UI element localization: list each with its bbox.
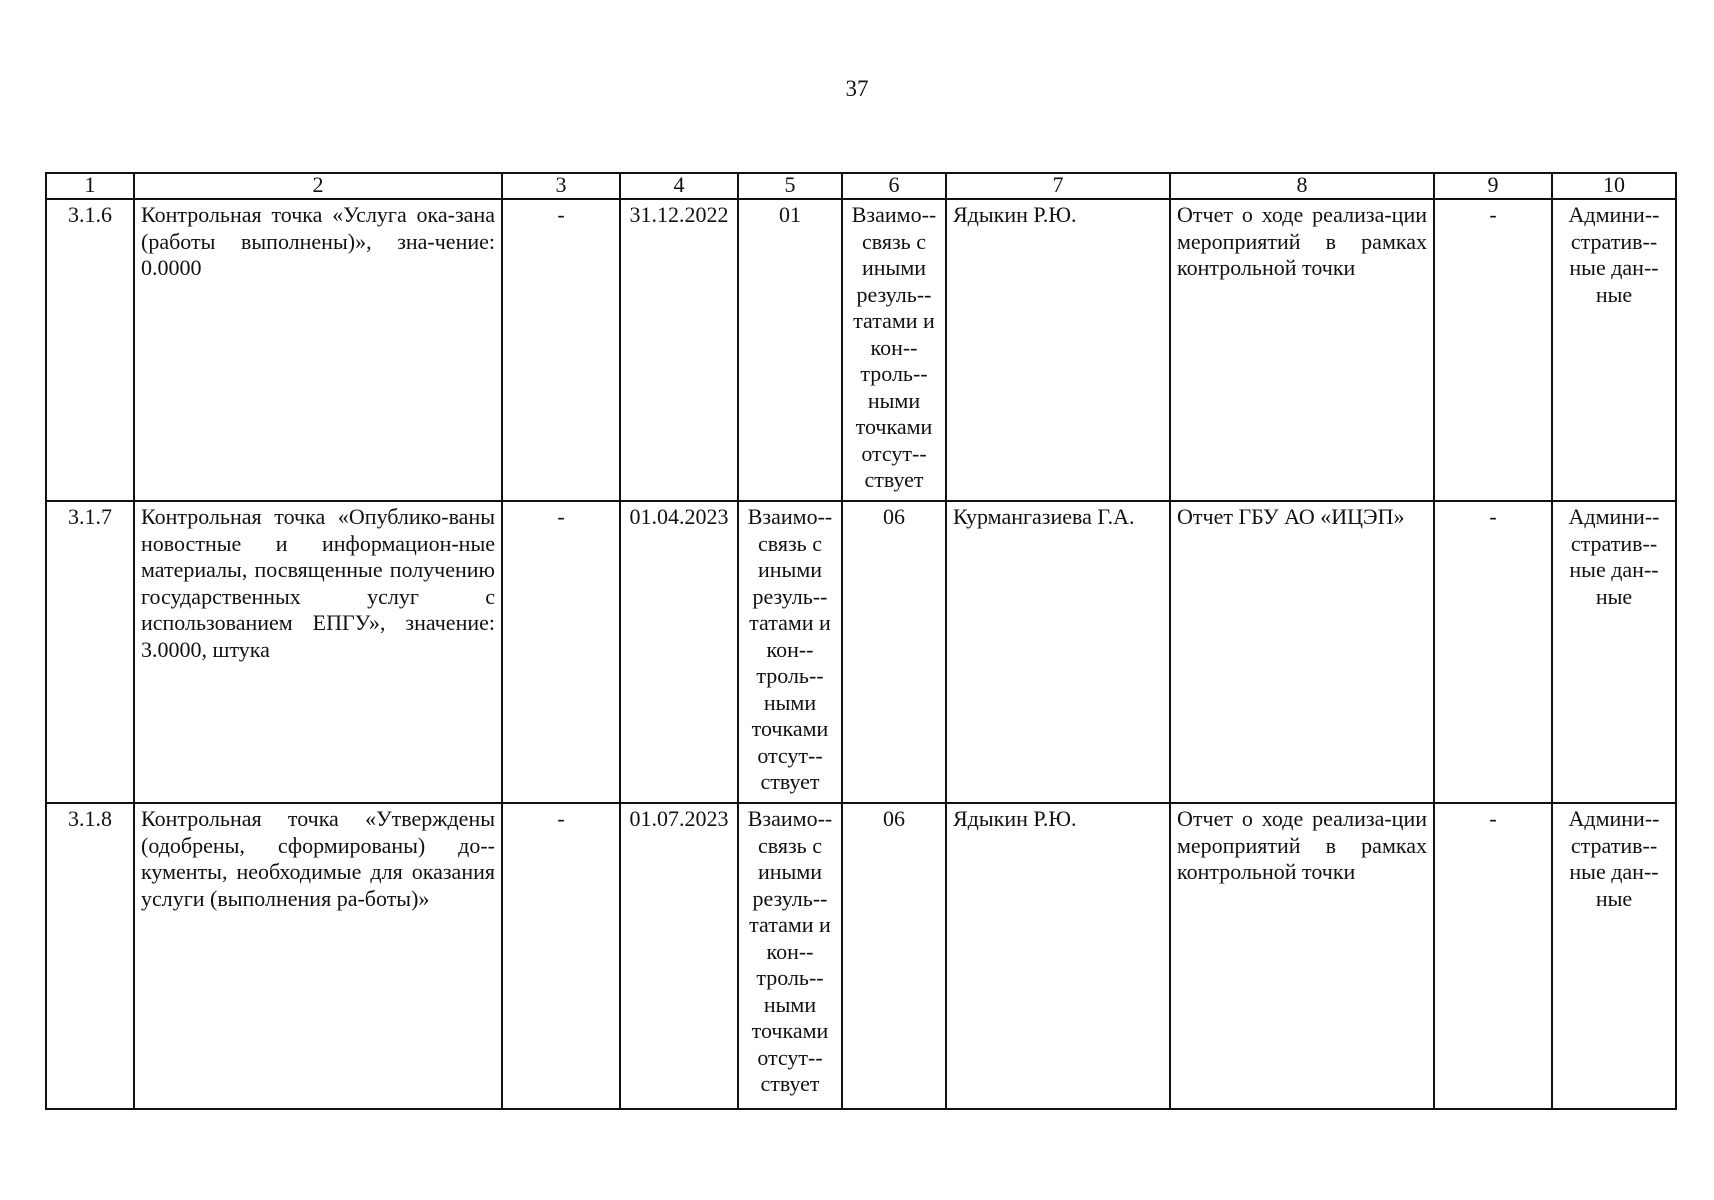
row-number: 3.1.7	[46, 501, 134, 803]
confirming-document: Отчет о ходе реализа-ции мероприятий в рамках контрольной точки	[1170, 803, 1434, 1109]
due-date: 31.12.2022	[620, 199, 738, 501]
due-date: 01.04.2023	[620, 501, 738, 803]
column-number: 4	[620, 173, 738, 199]
row-number: 3.1.8	[46, 803, 134, 1109]
column-number: 1	[46, 173, 134, 199]
table-row	[46, 199, 1676, 501]
confirming-document: Отчет ГБУ АО «ИЦЭП»	[1170, 501, 1434, 803]
cell-column-6: Взаимо-связь с иными резуль-татами и кон-троль-ными точками отсут-ствует	[842, 199, 946, 501]
data-source: Админи-стратив-ные дан-ные	[1552, 803, 1676, 1109]
column-number: 9	[1434, 173, 1552, 199]
control-points-table	[45, 172, 1677, 1110]
cell-column-9: -	[1434, 199, 1552, 501]
table-row	[46, 803, 1676, 1109]
control-point-description: Контрольная точка «Опублико-ваны новостные и информацион-ные материалы, посвященные получению государственных услуг с использованием ЕПГУ», значение: 3.0000, штука	[134, 501, 502, 803]
cell-column-9: -	[1434, 501, 1552, 803]
row-number: 3.1.6	[46, 199, 134, 501]
confirming-document: Отчет о ходе реализа-ции мероприятий в рамках контрольной точки	[1170, 199, 1434, 501]
cell-column-5: Взаимо-связь с иными резуль-татами и кон-троль-ными точками отсут-ствует	[738, 501, 842, 803]
cell-column-5: 01	[738, 199, 842, 501]
page-number: 37	[845, 76, 869, 101]
cell-column-3: -	[502, 199, 620, 501]
responsible-person: Ядыкин Р.Ю.	[946, 199, 1170, 501]
column-number-header-row	[46, 173, 1676, 199]
table-row	[46, 501, 1676, 803]
data-source: Админи-стратив-ные дан-ные	[1552, 199, 1676, 501]
due-date: 01.07.2023	[620, 803, 738, 1109]
column-number: 8	[1170, 173, 1434, 199]
column-number: 2	[134, 173, 502, 199]
column-number: 6	[842, 173, 946, 199]
cell-column-9: -	[1434, 803, 1552, 1109]
control-point-description: Контрольная точка «Услуга ока-зана (работы выполнены)», зна-чение: 0.0000	[134, 199, 502, 501]
data-source: Админи-стратив-ные дан-ные	[1552, 501, 1676, 803]
cell-column-6: 06	[842, 803, 946, 1109]
column-number: 3	[502, 173, 620, 199]
column-number: 10	[1552, 173, 1676, 199]
cell-column-3: -	[502, 501, 620, 803]
column-number: 7	[946, 173, 1170, 199]
column-number: 5	[738, 173, 842, 199]
cell-column-6: 06	[842, 501, 946, 803]
control-point-description: Контрольная точка «Утверждены (одобрены, сформированы) до-кументы, необходимые для оказания услуги (выполнения ра-боты)»	[134, 803, 502, 1109]
cell-column-3: -	[502, 803, 620, 1109]
cell-column-5: Взаимо-связь с иными резуль-татами и кон-троль-ными точками отсут-ствует	[738, 803, 842, 1109]
responsible-person: Ядыкин Р.Ю.	[946, 803, 1170, 1109]
responsible-person: Курмангазиева Г.А.	[946, 501, 1170, 803]
